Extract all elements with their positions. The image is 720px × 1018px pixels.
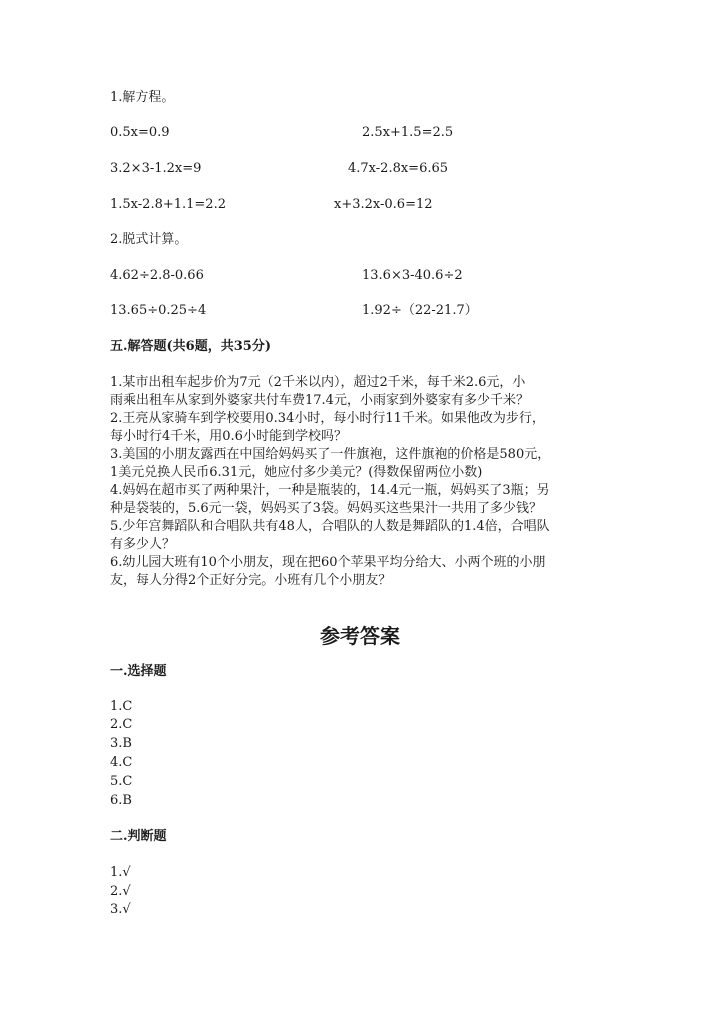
choice-answer: 5.C: [110, 774, 133, 789]
calc-item: 13.65÷0.25÷4: [110, 303, 207, 318]
problem-line: 6.幼儿园大班有10个小朋友，现在把60个苹果平均分给大、小两个班的小朋: [110, 555, 546, 570]
problem-line: 1.某市出租车起步价为7元（2千米以内），超过2千米，每千米2.6元，小: [110, 375, 526, 390]
calc-item: 4.62÷2.8-0.66: [110, 268, 204, 283]
problem-line: 4.妈妈在超市买了两种果汁，一种是瓶装的，14.4元一瓶，妈妈买了3瓶；另: [110, 483, 550, 498]
judge-answer: 3.√: [110, 902, 131, 917]
judge-heading: 二.判断题: [110, 829, 167, 844]
problem-line: 2.王亮从家骑车到学校要用0.34小时，每小时行11千米。如果他改为步行，: [110, 411, 545, 426]
problem-line: 有多少人？: [110, 537, 176, 552]
equation-item: 1.5x-2.8+1.1=2.2: [110, 197, 226, 212]
equations-heading: 1.解方程。: [110, 90, 175, 105]
choice-answer: 1.C: [110, 699, 133, 714]
calc-item: 13.6×3-40.6÷2: [362, 268, 463, 283]
equation-item: 0.5x=0.9: [110, 125, 170, 140]
choice-heading: 一.选择题: [110, 664, 167, 679]
equation-item: 4.7x-2.8x=6.65: [348, 161, 449, 176]
equation-item: 3.2×3-1.2x=9: [110, 161, 202, 176]
problem-line: 雨乘出租车从家到外婆家共付车费17.4元，小雨家到外婆家有多少千米？: [110, 393, 529, 408]
calc-heading: 2.脱式计算。: [110, 232, 188, 247]
choice-answer: 3.B: [110, 736, 132, 751]
section5-heading: 五.解答题(共6题，共35分): [110, 339, 271, 354]
problem-line: 5.少年宫舞蹈队和合唱队共有48人，合唱队的人数是舞蹈队的1.4倍，合唱队: [110, 519, 550, 534]
choice-answer: 2.C: [110, 717, 133, 732]
judge-answer: 2.√: [110, 884, 131, 899]
problem-line: 3.美国的小朋友露西在中国给妈妈买了一件旗袍，这件旗袍的价格是580元，: [110, 447, 551, 462]
answers-title: 参考答案: [320, 624, 400, 648]
equation-item: 2.5x+1.5=2.5: [362, 125, 454, 140]
equation-item: x+3.2x-0.6=12: [334, 197, 433, 212]
problem-line: 友，每人分得2个正好分完。小班有几个小朋友？: [110, 573, 392, 588]
choice-answer: 6.B: [110, 793, 132, 808]
calc-item: 1.92÷（22-21.7）: [362, 303, 478, 318]
problem-line: 1美元兑换人民币6.31元，她应付多少美元？(得数保留两位小数): [110, 465, 483, 480]
judge-answer: 1.√: [110, 865, 131, 880]
problem-line: 种是袋装的，5.6元一袋，妈妈买了3袋。妈妈买这些果汁一共用了多少钱？: [110, 501, 542, 516]
problem-line: 每小时行4千米，用0.6小时能到学校吗？: [110, 429, 347, 444]
choice-answer: 4.C: [110, 755, 133, 770]
